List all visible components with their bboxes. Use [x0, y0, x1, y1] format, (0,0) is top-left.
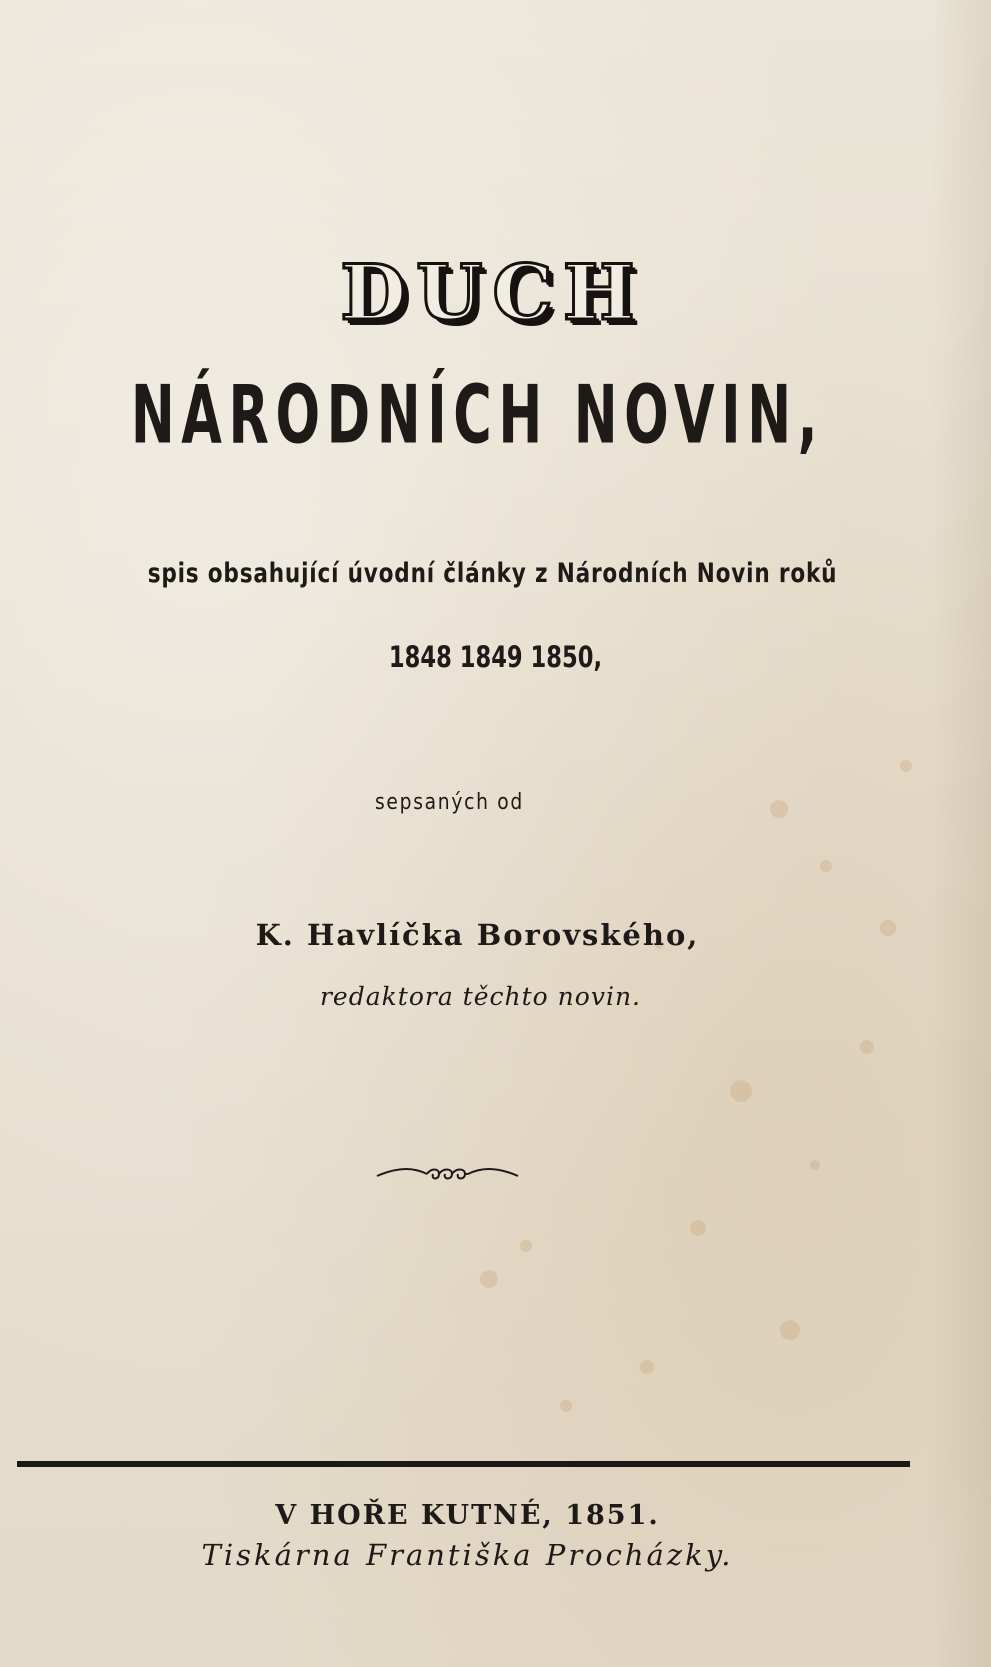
title-main: DUCH — [340, 248, 645, 337]
title-secondary: NÁRODNÍCH NOVIN, — [130, 370, 825, 463]
foxing-stain — [690, 1220, 706, 1236]
foxing-stain — [860, 1040, 874, 1054]
foxing-stain — [900, 760, 912, 772]
foxing-stain — [810, 1160, 820, 1170]
subtitle-description: spis obsahující úvodní články z Národních Novin roků — [147, 558, 838, 589]
foxing-stain — [820, 860, 832, 872]
foxing-stain — [480, 1270, 498, 1288]
imprint-printer: Tiskárna Františka Procházky. — [201, 1538, 734, 1572]
author-role: redaktora těchto novin. — [319, 982, 641, 1011]
foxing-stain — [730, 1080, 752, 1102]
horizontal-rule — [17, 1461, 910, 1467]
imprint-place-year: V HOŘE KUTNÉ, 1851. — [275, 1500, 660, 1531]
foxing-stain — [780, 1320, 800, 1340]
byline-intro: sepsaných od — [374, 790, 525, 815]
foxing-stain — [560, 1400, 572, 1412]
author-name: K. Havlíčka Borovského, — [255, 918, 700, 952]
foxing-stain — [520, 1240, 532, 1252]
foxing-stain — [640, 1360, 654, 1374]
scroll-flourish-ornament-icon — [375, 1160, 520, 1188]
subtitle-years: 1848 1849 1850, — [388, 640, 603, 674]
